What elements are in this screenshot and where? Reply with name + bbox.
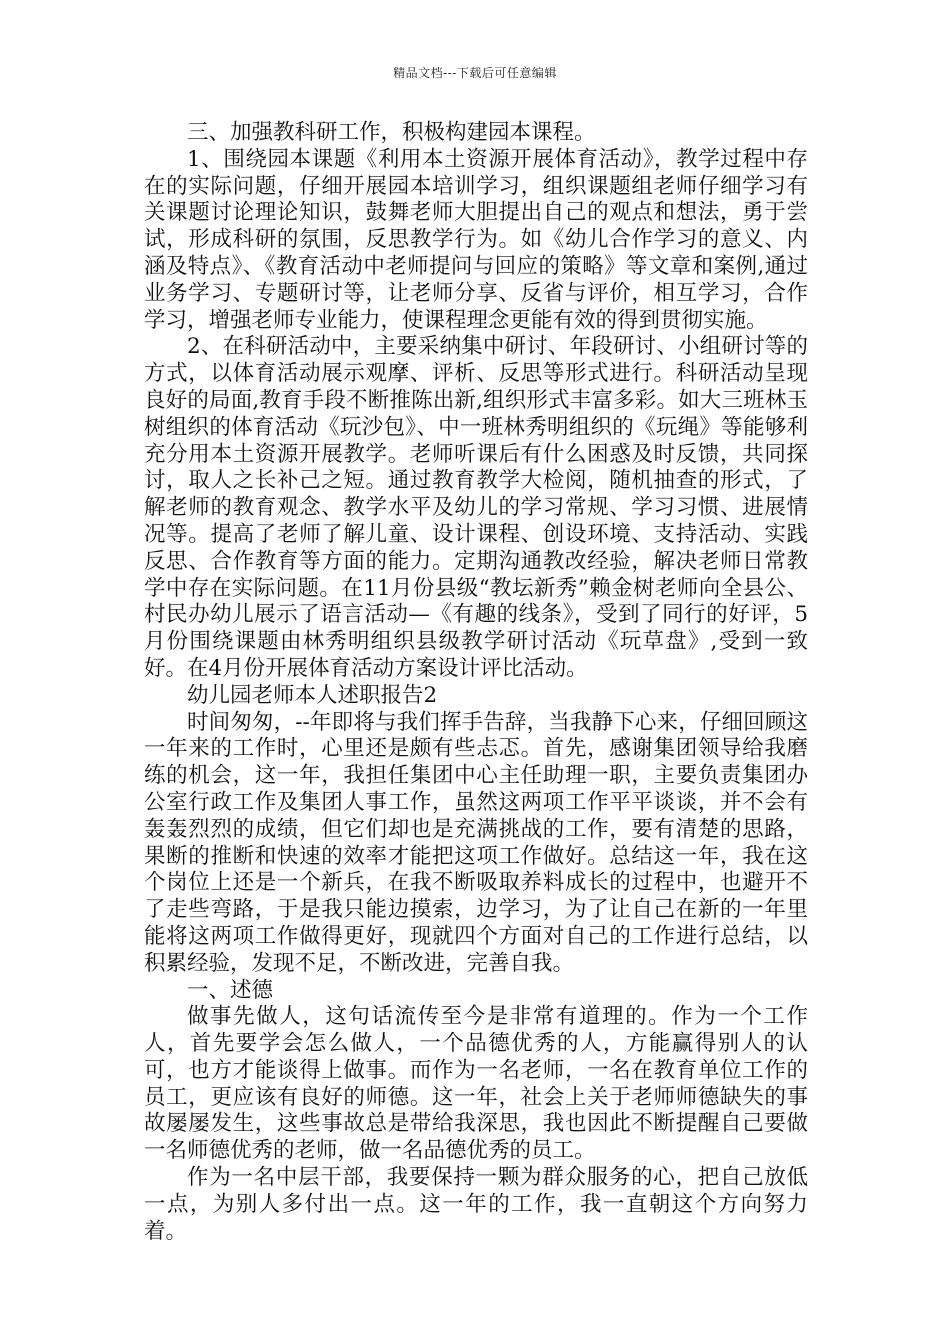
paragraph-report-intro: 时间匆匆，--年即将与我们挥手告辞，当我静下心来，仔细回顾这一年来的工作时，心里还是颇有些忐忑。首先，感谢集团领导给我磨练的机会，这一年，我担任集团中心主任助理一职，主要负责集团办公室行政工作及集团人事工作，虽然这两项工作平平谈谈，并不会有轰轰烈烈的成绩，但它们却也是充满挑战的工作，要有清楚的思路，果断的推断和快速的效率才能把这项工作做好。总结这一年，我在这个岗位上还是一个新兵，在我不断吸取养料成长的过程中，也避开不了走些弯路，于是我只能边摸索，边学习，为了让自己在新的一年里能将这两项工作做得更好，现就四个方面对自己的工作进行总结，以积累经验，发现不足，不断改进，完善自我。 xyxy=(144,709,808,976)
paragraph-ethics: 做事先做人，这句话流传至今是非常有道理的。作为一个工作人，首先要学会怎么做人，一个品德优秀的人，方能赢得别人的认可，也方才能谈得上做事。而作为一名老师，一名在教育单位工作的员工，更应该有良好的师德。这一年，社会上关于老师师德缺失的事故屡屡发生，这些事故总是带给我深思，我也因此不断提醒自己要做一名师德优秀的老师，做一名品德优秀的员工。 xyxy=(144,1004,808,1164)
document-body xyxy=(144,120,808,1245)
section-heading-research: 三、加强教科研工作，积极构建园本课程。 xyxy=(187,120,596,145)
section-heading-ethics: 一、述德 xyxy=(187,977,274,1003)
paragraph-service: 作为一名中层干部，我要保持一颗为群众服务的心，把自己放低一点，为别人多付出一点。这一年的工作，我一直朝这个方向努力着。 xyxy=(144,1165,808,1244)
report-title: 幼儿园老师本人述职报告2 xyxy=(187,682,438,708)
page-header: 精品文档---下载后可任意编辑 xyxy=(393,66,557,80)
paragraph-research-activities: 2、在科研活动中，主要采纳集中研讨、年段研讨、小组研讨等的方式，以体育活动展示观摩、评析、反思等形式进行。科研活动呈现良好的局面,教育手段不断推陈出新,组织形式丰富多彩。如大三班林玉树组织的体育活动《玩沙包》、中一班林秀明组织的《玩绳》等能够利充分用本土资源开展教学。老师听课后有什么困惑及时反馈，共同探讨，取人之长补己之短。通过教育教学大检阅，随机抽查的形式，了解老师的教育观念、教学水平及幼儿的学习常规、学习习惯、进展情况等。提高了老师了解儿童、设计课程、创设环境、支持活动、实践反思、合作教育等方面的能力。定期沟通教改经验，解决老师日常教学中存在实际问题。在11月份县级“教坛新秀”赖金树老师向全县公、村民办幼儿展示了语言活动—《有趣的线条》，受到了同行的好评，5月份围绕课题由林秀明组织县级教学研讨活动《玩草盘》,受到一致好。在4月份开展体育活动方案设计评比活动。 xyxy=(144,334,808,681)
paragraph-research-topic: 1、围绕园本课题《利用本土资源开展体育活动》，教学过程中存在的实际问题，仔细开展园本培训学习，组织课题组老师仔细学习有关课题讨论理论知识，鼓舞老师大胆提出自己的观点和想法，勇于尝试，形成科研的氛围，反思教学行为。如《幼儿合作学习的意义、内涵及特点》、《教育活动中老师提问与回应的策略》等文章和案例,通过业务学习、专题研讨等，让老师分享、反省与评价，相互学习，合作学习，增强老师专业能力，使课程理念更能有效的得到贯彻实施。 xyxy=(144,146,808,333)
